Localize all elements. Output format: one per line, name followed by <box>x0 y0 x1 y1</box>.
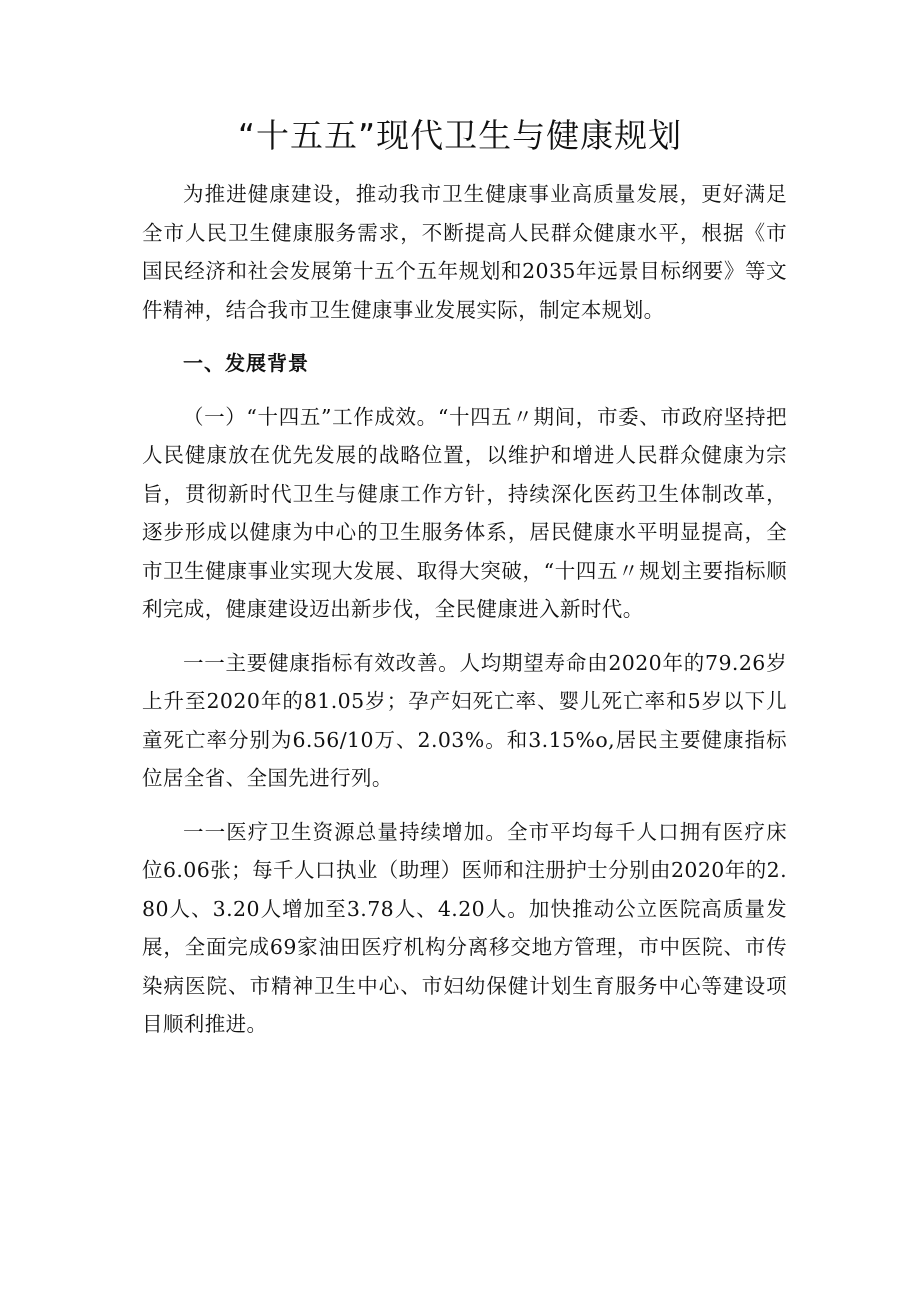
spacer <box>142 383 787 398</box>
document-title: “十五五”现代卫生与健康规划 <box>237 116 683 155</box>
health-indicators-paragraph: 一一主要健康指标有效改善。人均期望寿命由2020年的79.26岁上升至2020年的81.05岁；孕产妇死亡率、婴儿死亡率和5岁以下儿童死亡率分别为6.56/10万、2.03%。和3.15%o,居民主要健康指标位居全省、全国先进行列。 <box>142 650 787 790</box>
section-heading: 一、发展背景 <box>183 351 309 375</box>
medical-resources-paragraph: 一一医疗卫生资源总量持续增加。全市平均每千人口拥有医疗床位6.06张；每千人口执业（助理）医师和注册护士分别由2020年的2.80人、3.20人增加至3.78人、4.20人。加快推动公立医院高质量发展，全面完成69家油田医疗机构分离移交地方管理，市中医院、市传染病医院、市精神卫生中心、市妇幼保健计划生育服务中心等建设项目顺利推进。 <box>142 819 787 1036</box>
spacer <box>142 329 787 344</box>
subsection-paragraph: （一）“十四五”工作成效。“十四五〃期间，市委、市政府坚持把人民健康放在优先发展的战略位置，以维护和增进人民群众健康为宗旨，贯彻新时代卫生与健康工作方针，持续深化医药卫生体制改革，逐步形成以健康为中心的卫生服务体系，居民健康水平明显提高，全市卫生健康事业实现大发展、取得大突破，“十四五〃规划主要指标顺利完成，健康建设迈出新步伐，全民健康进入新时代。 <box>142 404 787 621</box>
spacer <box>142 798 787 813</box>
spacer <box>142 629 787 644</box>
intro-paragraph: 为推进健康建设，推动我市卫生健康事业高质量发展，更好满足全市人民卫生健康服务需求，不断提高人民群众健康水平，根据《市国民经济和社会发展第十五个五年规划和2035年远景目标纲要》等文件精神，结合我市卫生健康事业发展实际，制定本规划。 <box>142 182 787 322</box>
document-body <box>142 175 787 1044</box>
